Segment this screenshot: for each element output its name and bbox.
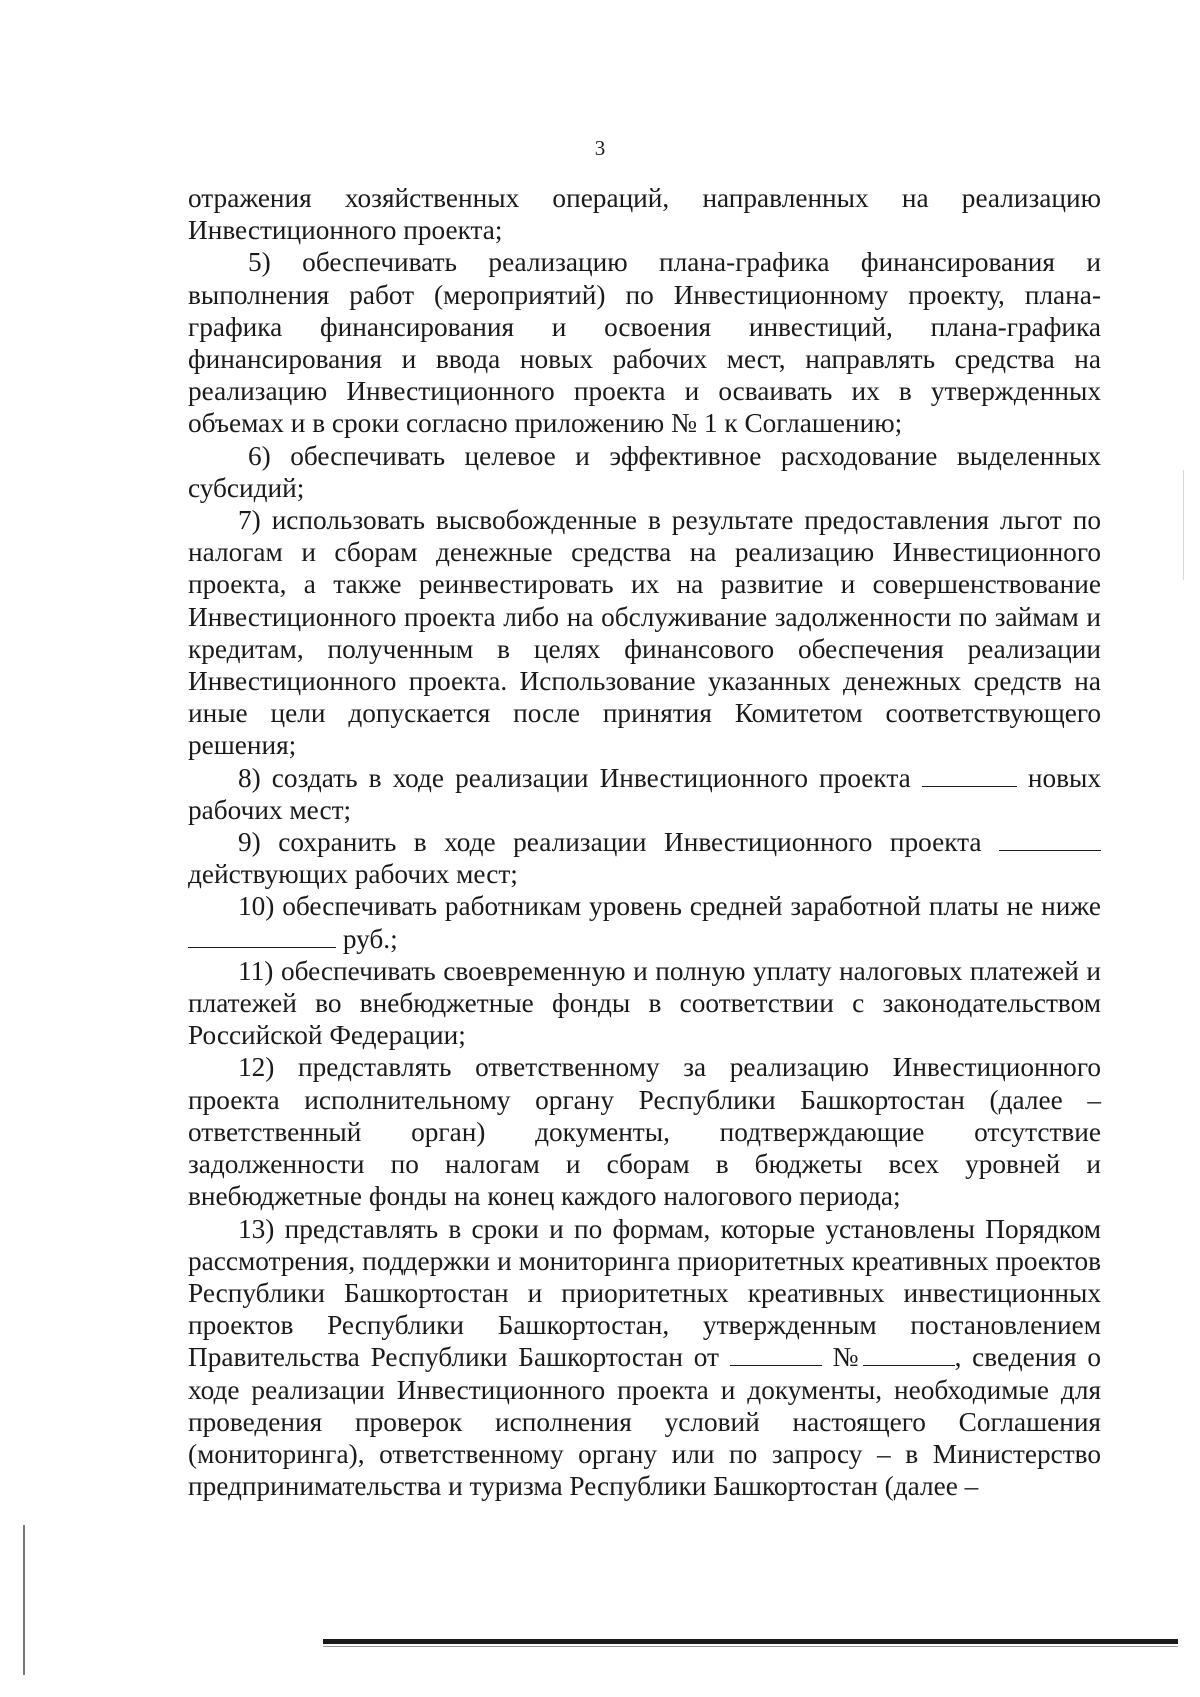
item-8-text-end: новых рабочих мест; bbox=[188, 762, 1101, 825]
item-13-text: 13) представлять в сроки и по формам, которые установлены Порядком рассмотрения, поддержки и мониторинга приоритетных креативных проектов Республики Башкортостан и приоритетных креативных инвестиционных проектов Республики Башкортостан, утвержденным постановлением Правительства Республики Башкортостан от bbox=[188, 1213, 1101, 1373]
blank-number-field[interactable] bbox=[863, 1343, 955, 1366]
paragraph-item-10 bbox=[188, 890, 1101, 954]
item-9-text-end: действующих рабочих мест; bbox=[188, 859, 518, 890]
paragraph-continuation: отражения хозяйственных операций, направленных на реализацию Инвестиционного проекта; bbox=[188, 183, 1101, 246]
item-10-text-end: руб.; bbox=[342, 923, 398, 954]
bottom-border-line bbox=[323, 1639, 1178, 1644]
blank-date-field[interactable] bbox=[730, 1343, 822, 1366]
paragraph-item-12: 12) представлять ответственному за реализацию Инвестиционного проекта исполнительному органу Республики Башкортостан (далее – ответственный орган) документы, подтверждающие отсутствие задолженности по налогам и сборам в бюджеты всех уровней и внебюджетные фонды на конец каждого налогового периода; bbox=[188, 1052, 1101, 1212]
item-10-text: 10) обеспечивать работникам уровень средней заработной платы не ниже bbox=[238, 891, 1101, 922]
item-8-text: 8) создать в ходе реализации Инвестиционного проекта bbox=[238, 762, 911, 793]
paragraph-item-8 bbox=[188, 762, 1101, 826]
document-body bbox=[188, 182, 1101, 1502]
blank-salary-field[interactable] bbox=[188, 925, 336, 948]
scan-edge-line-right bbox=[1183, 470, 1184, 580]
paragraph-item-7: 7) использовать высвобожденные в результате предоставления льгот по налогам и сборам денежные средства на реализацию Инвестиционного проекта, а также реинвестировать их на развитие и совершенствование Инвестиционного проекта либо на обслуживание задолженности по займам и кредитам, полученным в целях финансового обеспечения реализации Инвестиционного проекта. Использование указанных денежных средств на иные цели допускается после принятия Комитетом соответствующего решения; bbox=[188, 505, 1101, 761]
item-13-text-end: , сведения о ходе реализации Инвестиционного проекта и документы, необходимые для проведения проверок исполнения условий настоящего Соглашения (мониторинга), ответственному органу или по запросу – в Министерство предпринимательства и туризма Республики Башкортостан (далее – bbox=[188, 1342, 1102, 1502]
paragraph-item-5: 5) обеспечивать реализацию плана-графика финансирования и выполнения работ (мероприятий) по Инвестиционному проекту, плана-графика финансирования и освоения инвестиций, плана-графика финансирования и ввода новых рабочих мест, направлять средства на реализацию Инвестиционного проекта и осваивать их в утвержденных объемах и в сроки согласно приложению № 1 к Соглашению; bbox=[188, 247, 1101, 439]
paragraph-item-13 bbox=[188, 1213, 1101, 1503]
paragraph-item-6: 6) обеспечивать целевое и эффективное расходование выделенных субсидий; bbox=[188, 440, 1101, 503]
scan-edge-line bbox=[23, 1525, 25, 1675]
number-sign: № bbox=[832, 1342, 863, 1373]
page-number: 3 bbox=[594, 136, 606, 160]
item-9-text: 9) сохранить в ходе реализации Инвестиционного проекта bbox=[238, 827, 982, 858]
blank-existing-jobs-field[interactable] bbox=[999, 828, 1101, 851]
paragraph-item-11: 11) обеспечивать своевременную и полную уплату налоговых платежей и платежей во внебюджетные фонды в соответствии с законодательством Российской Федерации; bbox=[188, 955, 1101, 1051]
bottom-border-line-thin bbox=[323, 1646, 1178, 1647]
blank-new-jobs-field[interactable] bbox=[922, 764, 1017, 787]
paragraph-item-9 bbox=[188, 826, 1101, 890]
